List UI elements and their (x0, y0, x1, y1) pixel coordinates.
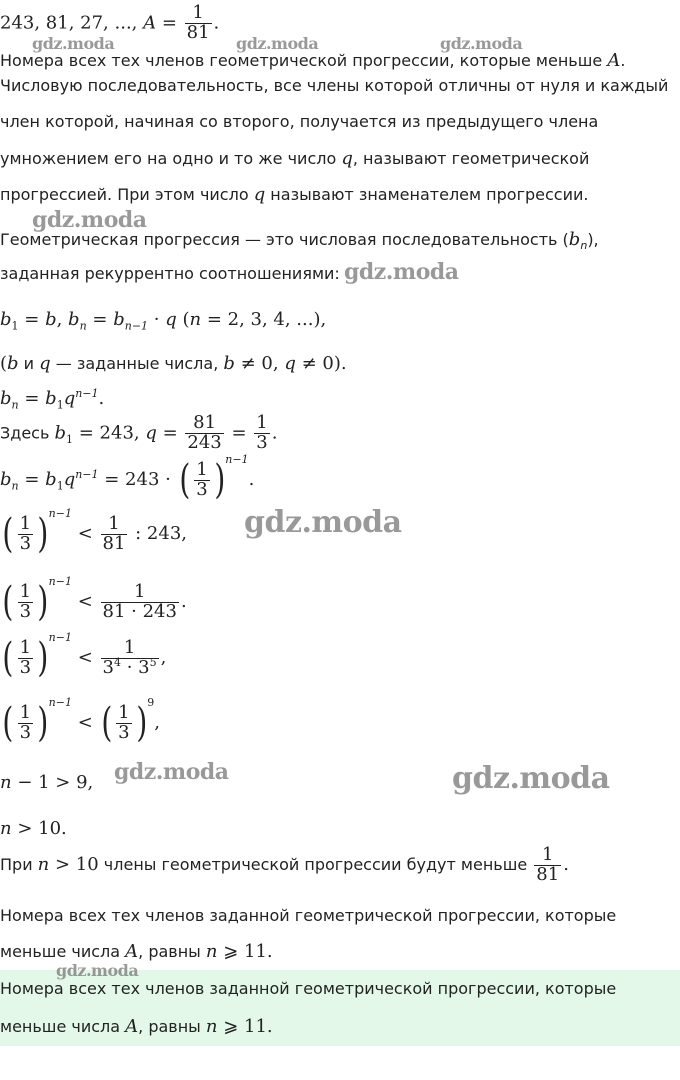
watermark-text: gdz.moda (32, 34, 115, 53)
inequality-4: ( $\frac{1}{3}$ ) $^{n-1}$ < ( $\frac{1}{3}$ ) $^9$, (2, 696, 160, 746)
step-n-greater: n > 10. (0, 818, 67, 839)
given-values: Здесь $b_1 = 243$, q = $\frac{81}{243}$ = $\frac{1}{3}$ . (0, 412, 278, 453)
theory-line-1: Числовую последовательность, все члены которой отличны от нуля и каждый (0, 76, 669, 95)
watermark-text: gdz.moda (244, 505, 402, 540)
conclusion-line-2: меньше числа A, равны n ⩾ 11. (0, 941, 273, 962)
recurrence-formula: $b_1 = b$, $b_n = b_{n-1} \cdot q$ (n = 2, 3, 4, ...), (0, 309, 327, 333)
watermark-text: gdz.moda (56, 961, 139, 980)
general-term-formula: $b_n = b_1q^{n-1}$. (0, 387, 105, 412)
watermark-text: gdz.moda (114, 759, 229, 785)
step-n-minus-1: n − 1 > 9, (0, 772, 94, 793)
definition-line-2: заданная рекуррентно соотношениями: (0, 264, 340, 283)
theory-line-2: член которой, начиная со второго, получается из предыдущего члена (0, 112, 599, 131)
watermark-text: gdz.moda (452, 761, 610, 796)
watermark-text: gdz.moda (236, 34, 319, 53)
answer-line-2: меньше числа A, равны n ⩾ 11. (0, 1016, 273, 1037)
theory-line-4: прогрессией. При этом число q называют знаменателем прогрессии. (0, 184, 589, 205)
inequality-1: ( $\frac{1}{3}$ ) $^{n-1}$ < $\frac{1}{81}$ : 243, (2, 507, 188, 557)
sequence-line: 243, 81, 27, ..., A = $\frac{1}{81}$ . (0, 2, 220, 43)
inequality-2: ( $\frac{1}{3}$ ) $^{n-1}$ < $\frac{1}{81 \cdot 243}$ . (2, 575, 187, 625)
watermark-text: gdz.moda (440, 34, 523, 53)
inequality-3: ( $\frac{1}{3}$ ) $^{n-1}$ < $\frac{1}{3^4 \cdot 3^5}$ , (2, 631, 167, 681)
conclusion-line-1: Номера всех тех членов заданной геометрической прогрессии, которые (0, 906, 617, 925)
result-line: При n > 10 члены геометрической прогрессии будут меньше $\frac{1}{81}$ . (0, 844, 569, 885)
definition-line-1: Геометрическая прогрессия — это числовая последовательность $(b_n)$, (0, 229, 599, 253)
watermark-text: gdz.moda (344, 259, 459, 285)
answer-line-1: Номера всех тех членов заданной геометрической прогрессии, которые (0, 979, 617, 998)
theory-line-3: умножением его на одно и то же число q, называют геометрической (0, 148, 590, 169)
watermark-text: gdz.moda (32, 207, 147, 233)
condition-text: Номера всех тех членов геометрической прогрессии, которые меньше A. (0, 50, 626, 71)
given-note: (b и q — заданные числа, b ≠ 0, q ≠ 0). (0, 353, 347, 374)
nth-term-expression: $b_n = b_1q^{n-1} = 243$ · ( $\frac{1}{3}$ ) $^{n-1}$. (0, 453, 255, 503)
